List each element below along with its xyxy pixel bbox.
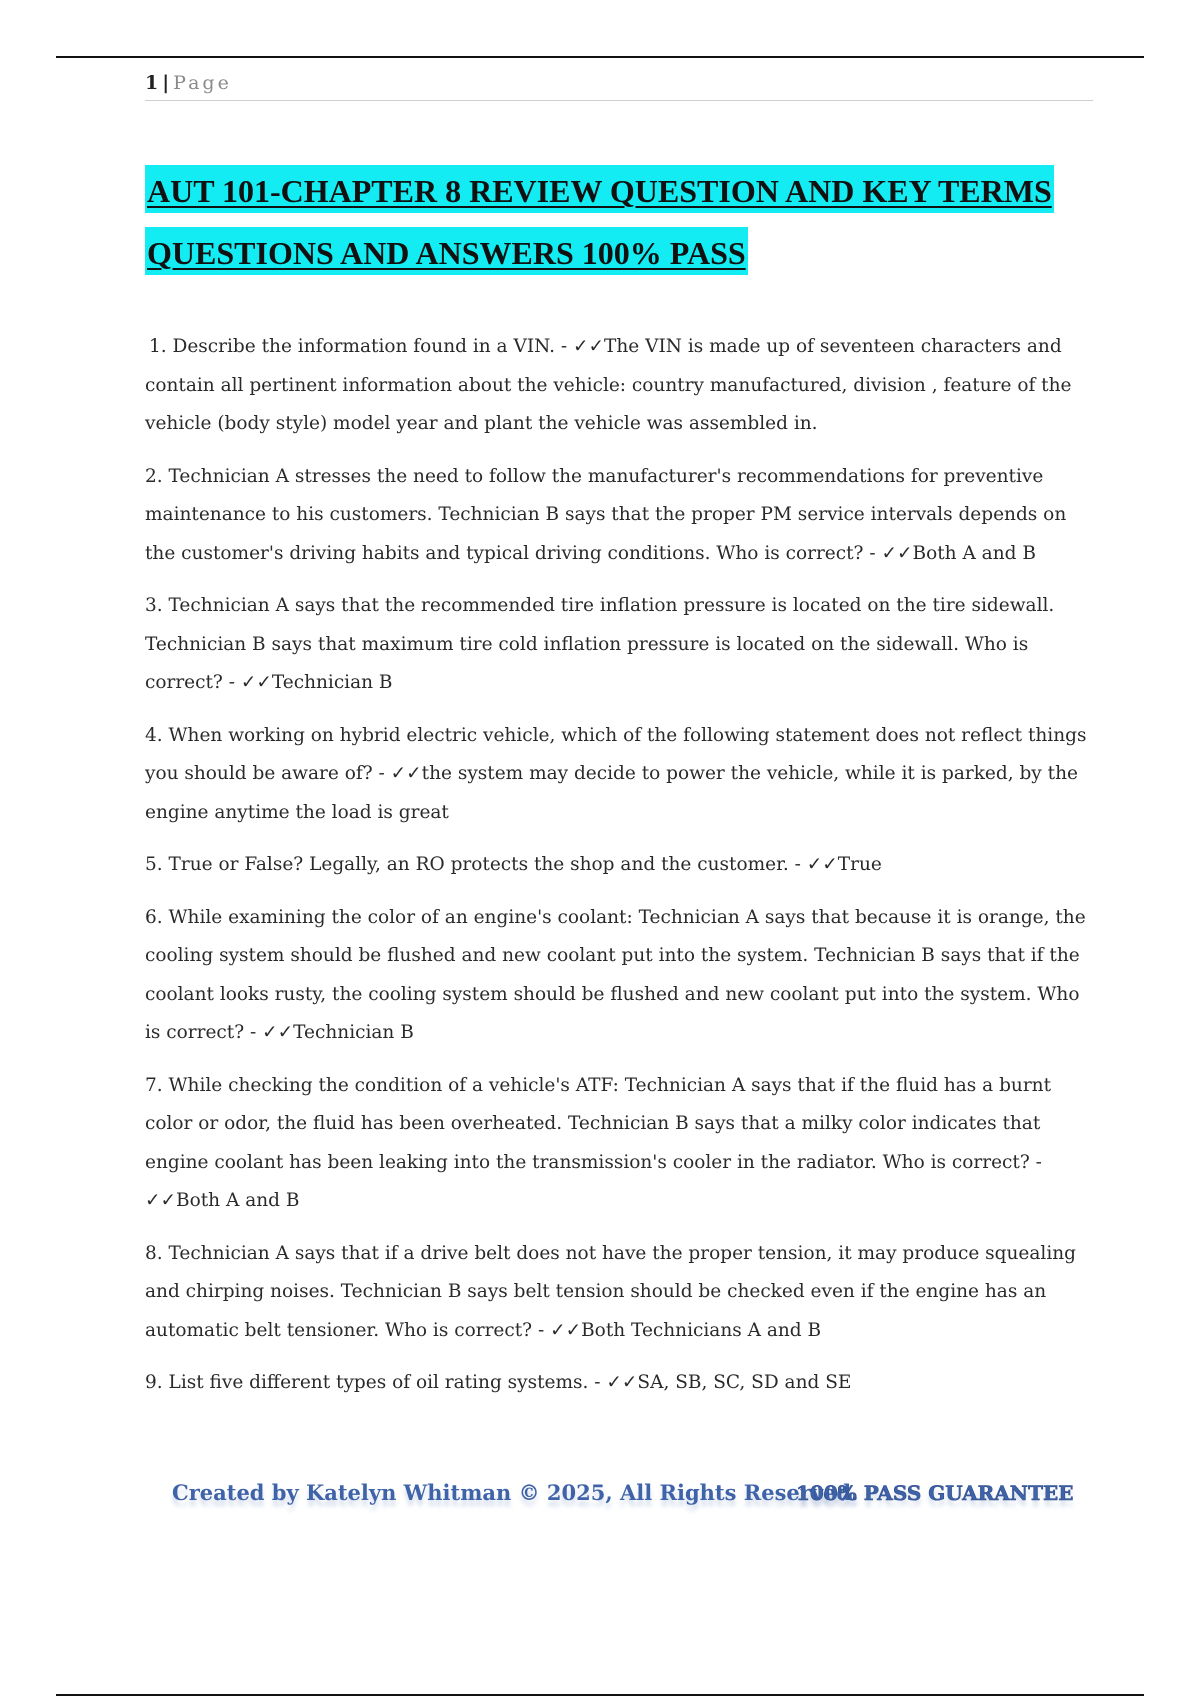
question-item: 4. When working on hybrid electric vehicle, which of the following statement does not reflect things you should be aware of? - ✓✓the system may decide to power the vehicle, while it is parked, by the engine anytime the load is great	[145, 724, 1087, 823]
title-line-1: AUT 101-CHAPTER 8 REVIEW QUESTION AND KEY TERMS	[145, 165, 1054, 213]
document-title	[145, 162, 1095, 286]
question-item: 1. Describe the information found in a VIN. - ✓✓The VIN is made up of seventeen characters and contain all pertinent information about the vehicle: country manufactured, division , feature of the vehicle (body style) model year and plant the vehicle was assembled in.	[145, 336, 1072, 434]
footer	[0, 1480, 1200, 1520]
top-rule	[56, 56, 1144, 58]
page-number: 1	[145, 72, 159, 94]
title-line-2: QUESTIONS AND ANSWERS 100% PASS	[145, 227, 748, 275]
question-item: 3. Technician A says that the recommended tire inflation pressure is located on the tire sidewall. Technician B says that maximum tire cold inflation pressure is located on the sidewall. Who is correct? - ✓✓Technician B	[145, 595, 1055, 693]
question-item: 6. While examining the color of an engine's coolant: Technician A says that because it is orange, the cooling system should be flushed and new coolant put into the system. Technician B says that if the coolant looks rusty, the cooling system should be flushed and new coolant put into the system. Who is correct? - ✓✓Technician B	[145, 906, 1086, 1043]
page-separator: |	[162, 72, 170, 94]
page-header	[145, 72, 1093, 101]
copyright-text: Created by Katelyn Whitman © 2025, All Rights Reserved.	[172, 1480, 859, 1505]
bottom-rule	[56, 1694, 1144, 1696]
question-item: 7. While checking the condition of a vehicle's ATF: Technician A says that if the fluid has a burnt color or odor, the fluid has been overheated. Technician B says that a milky color indicates that engine coolant has been leaking into the transmission's cooler in the radiator. Who is correct? - ✓✓Both A and B	[145, 1074, 1052, 1211]
question-item: 5. True or False? Legally, an RO protects the shop and the customer. - ✓✓True	[145, 854, 882, 875]
pass-guarantee-text: 100% PASS GUARANTEE	[796, 1481, 1074, 1505]
question-item: 9. List five different types of oil rating systems. - ✓✓SA, SB, SC, SD and SE	[145, 1372, 852, 1393]
question-list	[145, 328, 1093, 1417]
question-item: 2. Technician A stresses the need to follow the manufacturer's recommendations for preventive maintenance to his customers. Technician B says that the proper PM service intervals depends on the customer's driving habits and typical driving conditions. Who is correct? - ✓✓Both A and B	[145, 465, 1067, 564]
question-item: 8. Technician A says that if a drive belt does not have the proper tension, it may produce squealing and chirping noises. Technician B says belt tension should be checked even if the engine has an automatic belt tensioner. Who is correct? - ✓✓Both Technicians A and B	[145, 1242, 1076, 1341]
page-word: Page	[173, 72, 232, 94]
